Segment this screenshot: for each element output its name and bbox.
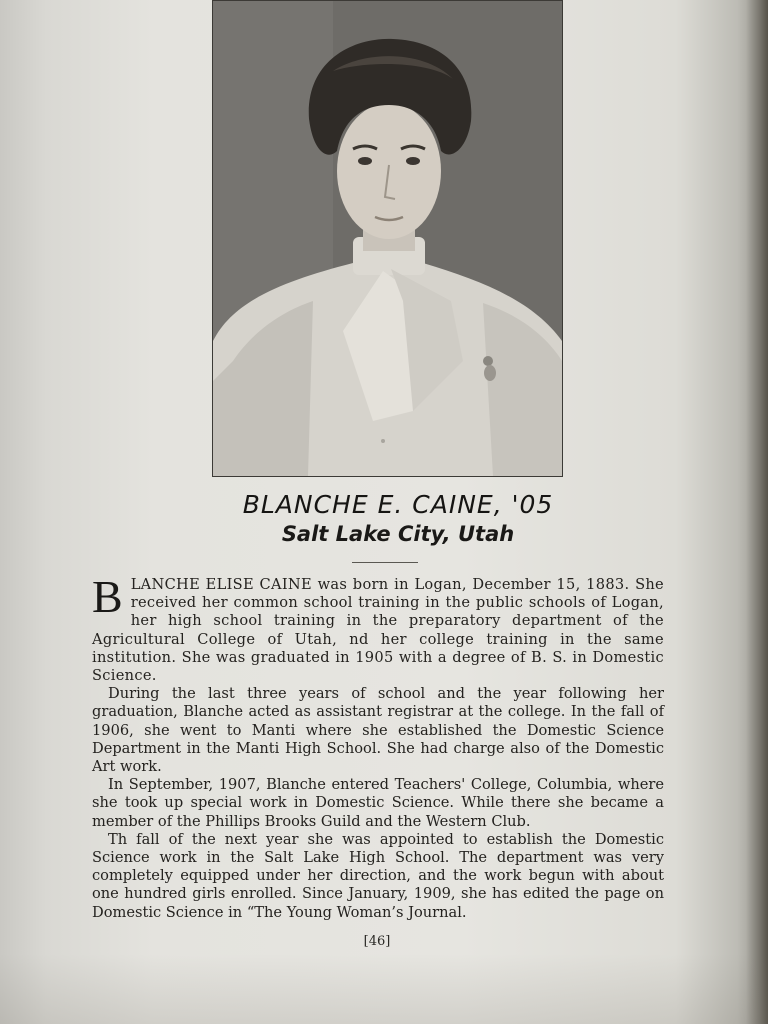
biography-text	[92, 571, 664, 922]
page-bottom-shade	[0, 954, 768, 1024]
bio-paragraph-1	[92, 571, 664, 685]
bio-paragraph-4: Th fall of the next year she was appointed to establish the Domestic Science work in the Salt Lake High School. The department was very completely equipped under her direction, and the work begun with about one hundred girls enrolled. Since January, 1909, she has edited the page on Domestic Science in “The Young Woman’s Journal.	[92, 830, 664, 921]
page-number: [46]	[363, 934, 391, 949]
page-title: BLANCHE E. CAINE, '05	[242, 490, 554, 519]
page-subtitle: Salt Lake City, Utah	[281, 522, 515, 546]
portrait-photo	[212, 0, 563, 477]
bio-paragraph-3: In September, 1907, Blanche entered Teachers' College, Columbia, where she took up special work in Domestic Science. While there she became a member of the Phillips Brooks Guild and the Western Club.	[92, 776, 664, 830]
drop-cap: B	[92, 571, 123, 622]
bio-paragraph-1-text: LANCHE ELISE CAINE was born in Logan, December 15, 1883. She received her common school training in the public schools of Logan, her high school training in the preparatory department of the Agricultural College of Utah, nd her college training in the same institution. She was graduated in 1905 with a degree of B. S. in Domestic Science.	[92, 576, 664, 685]
title-divider	[352, 562, 418, 563]
bio-paragraph-2: During the last three years of school and the year following her graduation, Blanche acted as assistant registrar at the college. In the fall of 1906, she went to Manti where she established the Domestic Science Department in the Manti High School. She had charge also of the Domestic Art work.	[92, 685, 664, 776]
